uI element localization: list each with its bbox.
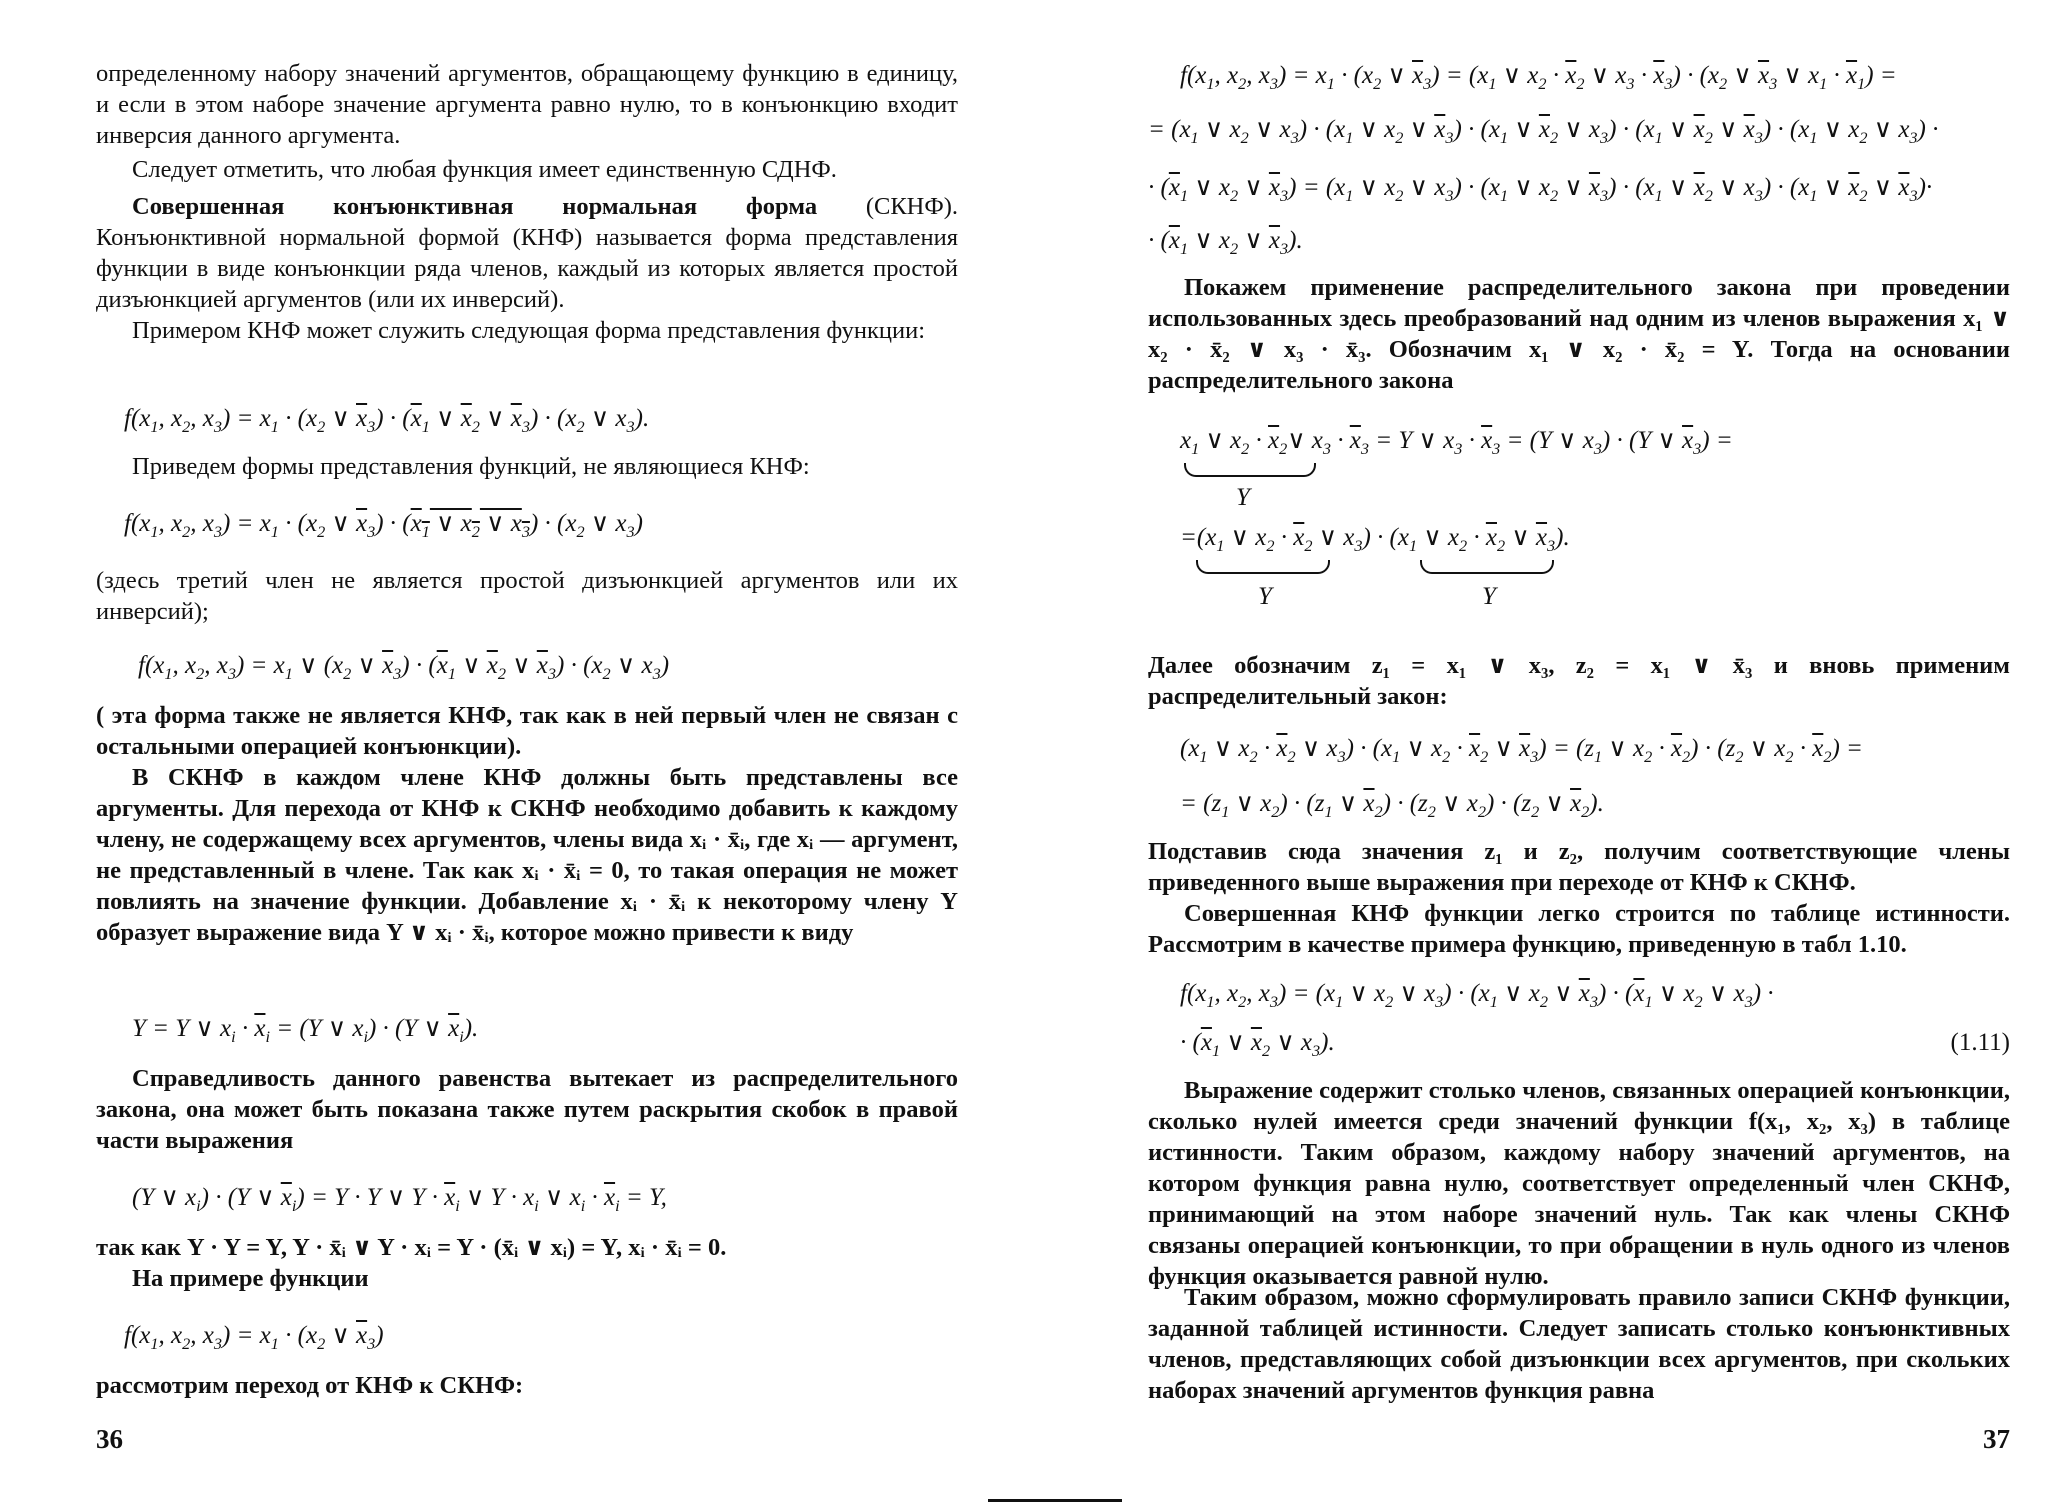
underbrace-label-1: Y bbox=[1236, 484, 1250, 511]
left-para-10: так как Y · Y = Y, Y · x̄ᵢ ∨ Y · xᵢ = Y · (x̄ᵢ ∨ xᵢ) = Y, xᵢ · x̄ᵢ = 0. bbox=[96, 1234, 727, 1261]
left-para-7: ( эта форма также не является КНФ, так как в ней первый член не связан с остальными операцией конъюнкции). bbox=[96, 702, 958, 760]
formula-knf-example: $f(x_1$, $x_2$, $x_3) = x_1 \cdot (x_2$ ∨ $\overline{x}_3) \cdot (\overline{x}_1$ ∨ $\overline{x}_2$ ∨ $\overline{x}_3) \cdot (x_2$ ∨ $x_3$). bbox=[124, 405, 650, 436]
formula-transform-line-4: · ($\overline{x}_1$ ∨ $x_2$ ∨ $\overline{x}_3$). bbox=[1148, 227, 1303, 258]
left-para-4: Примером КНФ может служить следующая форма представления функции: bbox=[132, 317, 926, 344]
right-para-5: Выражение содержит столько членов, связанных операцией конъюнкции, сколько нулей имеется среди значений функции f(x₁, x₂, x₃) в таблице истинности. Таким образом, каждому набору значений аргументов, на котором функция равна нулю, соответствует определенный член СКНФ, принимающий на этом наборе значений нуль. Так как члены СКНФ связаны операцией конъюнкции, то при обращении в нуль одного из членов функция оказывается равной нулю. bbox=[1148, 1077, 2010, 1290]
formula-expansion: (Y ∨ $x_i) \cdot (Y$ ∨ $\overline{x}_i) = Y \cdot Y$ ∨ $Y \cdot \overline{x}_i$ ∨ $Y \cdot x_i$ ∨ $x_i \cdot \overline{x}_i = Y$, bbox=[132, 1184, 667, 1215]
left-page bbox=[96, 0, 958, 1507]
right-page bbox=[1148, 0, 2010, 1507]
right-para-6: Таким образом, можно сформулировать правило записи СКНФ функции, заданной таблицей истинности. Следует записать столько конъюнктивных членов, представляющих собой дизъюнкции всех аргументов, при скольких наборах значений аргументов функция равна bbox=[1148, 1284, 2010, 1404]
formula-distributive-2: $=(x_1$ ∨ $x_2 \cdot \overline{x}_2$ ∨ $x_3) \cdot (x_1$ ∨ $x_2 \cdot \overline{x}_2$ ∨ $\overline{x}_3$). bbox=[1180, 524, 1570, 555]
formula-distributive-1: $x_1$ ∨ $x_2$ · $\overline{x}_2\vee$ $x_3 \cdot \overline{x}_3 = Y$ ∨ $x_3 \cdot \overline{x}_3 = (Y$ ∨ $x_3) \cdot (Y$ ∨ $\overline{x}_3$) = bbox=[1180, 427, 1733, 458]
underbrace-label-2: Y bbox=[1258, 583, 1272, 610]
bottom-rule bbox=[988, 1499, 1122, 1502]
formula-transform-line-1: $f(x_1$, $x_2$, $x_3) = x_1 \cdot (x_2$ ∨ $\overline{x}_3) = (x_1$ ∨ $x_2 \cdot \overline{x}_2$ ∨ $x_3 \cdot \overline{x}_3) \cdot (x_2$ ∨ $\overline{x}_3$ ∨ $x_1 \cdot \overline{x}_1$) = bbox=[1180, 62, 1897, 93]
left-para-8: В СКНФ в каждом члене КНФ должны быть представлены все аргументы. Для перехода от КНФ к СКНФ необходимо добавить к каждому члену, не содержащему всех аргументов, члены вида xᵢ · x̄ᵢ, где xᵢ — аргумент, не представленный в члене. Так как xᵢ · x̄ᵢ = 0, то такая операция не может повлиять на значение функции. Добавление xᵢ · x̄ᵢ к некоторому члену Y образует выражение вида Y ∨ xᵢ · x̄ᵢ, которое можно привести к виду bbox=[96, 764, 958, 946]
left-para-5: Приведем формы представления функций, не являющиеся КНФ: bbox=[132, 453, 810, 480]
formula-z-substitution-2: = ($z_1$ ∨ $x_2) \cdot (z_1$ ∨ $\overline{x}_2) \cdot (z_2$ ∨ $x_2) \cdot (z_2$ ∨ $\overline{x}_2$). bbox=[1180, 790, 1604, 821]
underbrace-2 bbox=[1196, 560, 1330, 574]
formula-not-knf-1: $f(x_1$, $x_2$, $x_3) = x_1 \cdot (x_2$ ∨ $\overline{x}_3) \cdot (x_1$ ∨ $x_2$ ∨ $x_3) \cdot (x_2$ ∨ $x_3$) bbox=[124, 510, 643, 541]
formula-transform-line-3: · ($\overline{x}_1$ ∨ $x_2$ ∨ $\overline{x}_3) = (x_1$ ∨ $x_2$ ∨ $x_3) \cdot (x_1$ ∨ $x_2$ ∨ $\overline{x}_3) \cdot (x_1$ ∨ $\overline{x}_2$ ∨ $x_3) \cdot (x_1$ ∨ $\overline{x}_2$ ∨ $\overline{x}_3)\cdot$ bbox=[1148, 174, 1933, 205]
skfn-definition: (СКНФ). Конъюнктивной нормальной формой (КНФ) называется форма представления функции в виде конъюнкции ряда членов, каждый из которых является простой дизъюнкцией аргументов (или их инверсий). bbox=[96, 193, 958, 313]
left-para-12: рассмотрим переход от КНФ к СКНФ: bbox=[96, 1372, 524, 1399]
right-para-4: Совершенная КНФ функции легко строится по таблице истинности. Рассмотрим в качестве примера функцию, приведенную в табл 1.10. bbox=[1148, 900, 2010, 958]
formula-skfn-line-1: $f(x_1$, $x_2$, $x_3) = (x_1$ ∨ $x_2$ ∨ $x_3) \cdot (x_1$ ∨ $x_2$ ∨ $\overline{x}_3) \cdot (\overline{x}_1$ ∨ $x_2$ ∨ $x_3$) · bbox=[1180, 980, 1774, 1011]
right-para-1: Покажем применение распределительного закона при проведении использованных здесь преобразований над одним из членов выражения x₁ ∨ x₂ · x̄₂ ∨ x₃ · x̄₃. Обозначим x₁ ∨ x₂ · x̄₂ = Y. Тогда на основании распределительного закона bbox=[1148, 274, 2010, 394]
left-para-skfn bbox=[96, 191, 958, 315]
page-number-left: 36 bbox=[96, 1424, 123, 1454]
formula-transform-line-2: = ($x_1$ ∨ $x_2$ ∨ $x_3) \cdot (x_1$ ∨ $x_2$ ∨ $\overline{x}_3) \cdot (x_1$ ∨ $\overline{x}_2$ ∨ $x_3) \cdot (x_1$ ∨ $\overline{x}_2$ ∨ $\overline{x}_3) \cdot (x_1$ ∨ $x_2$ ∨ $x_3$) · bbox=[1148, 116, 1939, 147]
right-para-3: Подставив сюда значения z₁ и z₂, получим соответствующие члены приведенного выше выражения при переходе от КНФ к СКНФ. bbox=[1148, 838, 2010, 896]
right-para-2: Далее обозначим z₁ = x₁ ∨ x₃, z₂ = x₁ ∨ x̄₃ и вновь применим распределительный закон: bbox=[1148, 652, 2010, 710]
left-para-9: Справедливость данного равенства вытекает из распределительного закона, она может быть показана также путем раскрытия скобок в правой части выражения bbox=[96, 1065, 958, 1154]
left-para-1: определенному набору значений аргументов, обращающему функцию в единицу, и если в этом наборе значение аргумента равно нулю, то в конъюнкцию входит инверсия данного аргумента. bbox=[96, 60, 958, 149]
skfn-term: Совершенная конъюнктивная нормальная форма bbox=[132, 193, 818, 220]
formula-z-substitution-1: ($x_1$ ∨ $x_2 \cdot \overline{x}_2$ ∨ $x_3) \cdot (x_1$ ∨ $x_2 \cdot \overline{x}_2$ ∨ $\overline{x}_3) = (z_1$ ∨ $x_2 \cdot \overline{x}_2) \cdot (z_2$ ∨ $x_2 \cdot \overline{x}_2$) = bbox=[1180, 735, 1863, 766]
left-para-2: Следует отметить, что любая функция имеет единственную СДНФ. bbox=[132, 156, 837, 183]
formula-not-knf-2: $f(x_1$, $x_2$, $x_3) = x_1$ ∨ ($x_2$ ∨ $\overline{x}_3) \cdot (\overline{x}_1$ ∨ $\overline{x}_2$ ∨ $\overline{x}_3) \cdot (x_2$ ∨ $x_3$) bbox=[138, 652, 670, 683]
formula-skfn-line-2: · ($\overline{x}_1$ ∨ $\overline{x}_2$ ∨ $x_3$). bbox=[1180, 1029, 1335, 1060]
page-number-right: 37 bbox=[1983, 1424, 2010, 1454]
left-para-11: На примере функции bbox=[132, 1265, 369, 1292]
underbrace-3 bbox=[1420, 560, 1554, 574]
left-para-6: (здесь третий член не является простой дизъюнкцией аргументов или их инверсий); bbox=[96, 567, 958, 625]
underbrace-1 bbox=[1184, 463, 1316, 477]
formula-y-identity: Y = Y ∨ $x_i \cdot \overline{x}_i = (Y$ ∨ $x_i) \cdot (Y$ ∨ $\overline{x}_i$). bbox=[132, 1015, 479, 1046]
underbrace-label-3: Y bbox=[1482, 583, 1496, 610]
formula-example-function: $f(x_1$, $x_2$, $x_3) = x_1 \cdot (x_2$ ∨ $\overline{x}_3$) bbox=[124, 1322, 384, 1353]
equation-number: (1.11) bbox=[1950, 1029, 2010, 1056]
